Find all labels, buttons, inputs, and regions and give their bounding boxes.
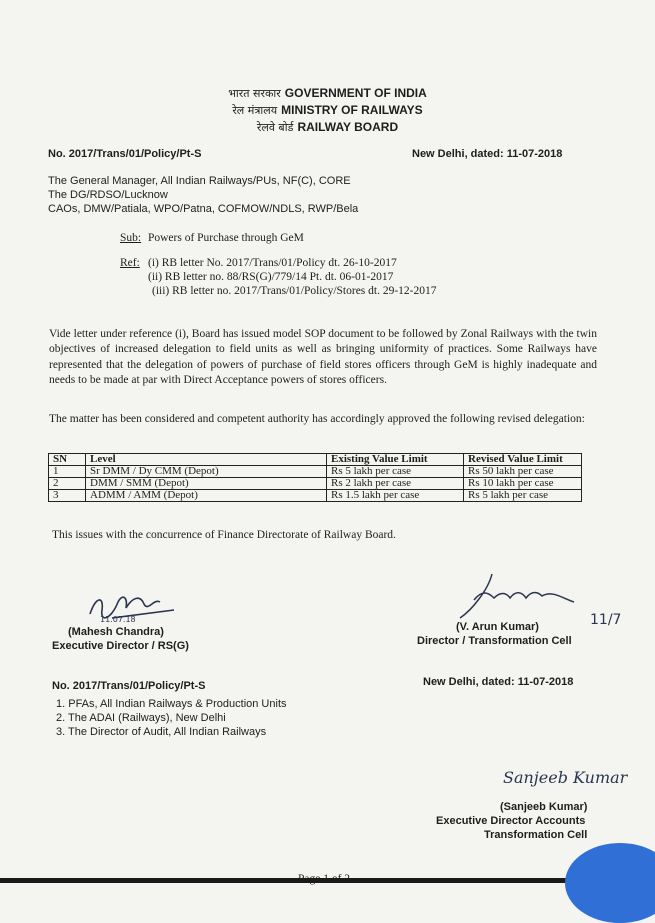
table-header-cell: Existing Value Limit [327, 454, 464, 466]
signatory-designation-right: Director / Transformation Cell [417, 635, 572, 647]
letter-date: New Delhi, dated: 11-07-2018 [412, 148, 563, 160]
copy-ref-number: No. 2017/Trans/01/Policy/Pt-S [52, 680, 206, 692]
scan-edge [0, 878, 655, 883]
table-row [49, 478, 582, 490]
table-cell: Rs 5 lakh per case [327, 466, 464, 478]
table-cell: Rs 1.5 lakh per case [327, 490, 464, 502]
reference-item: (i) RB letter No. 2017/Trans/01/Policy dt. 26-10-2017 [148, 257, 397, 269]
table-header-cell: SN [49, 454, 86, 466]
table-cell: Sr DMM / Dy CMM (Depot) [86, 466, 327, 478]
header-hindi-govt: भारत सरकार [228, 87, 281, 100]
signatory-designation-left: Executive Director / RS(G) [52, 640, 189, 652]
table-cell: Rs 2 lakh per case [327, 478, 464, 490]
addressee-line: The DG/RDSO/Lucknow [48, 189, 168, 201]
signatory-name-left: (Mahesh Chandra) [68, 626, 164, 638]
addressee-line: CAOs, DMW/Patiala, WPO/Patna, COFMOW/NDLS, RWP/Bela [48, 203, 359, 215]
table-header-row [49, 454, 582, 466]
header-line-ministry [0, 103, 655, 118]
ref-label-text: Ref: [120, 257, 140, 269]
subject-label: Sub: [120, 232, 142, 244]
header-hindi-board: रेलवे बोर्ड [256, 121, 294, 134]
ref-number: No. 2017/Trans/01/Policy/Pt-S [48, 148, 202, 160]
header-english-board: RAILWAY BOARD [297, 120, 399, 134]
body-paragraph-3: This issues with the concurrence of Finance Directorate of Railway Board. [52, 529, 396, 541]
copy-date: New Delhi, dated: 11-07-2018 [423, 676, 574, 688]
copy-list-item: 1. PFAs, All Indian Railways & Production Units [56, 698, 287, 710]
table-header-cell: Level [86, 454, 327, 466]
table-cell: Rs 50 lakh per case [464, 466, 582, 478]
table-cell: 2 [49, 478, 86, 490]
floating-action-circle[interactable] [565, 843, 655, 923]
copy-list-item: 2. The ADAI (Railways), New Delhi [56, 712, 226, 724]
signature-sanjeeb-kumar: Sanjeeb Kumar [503, 768, 628, 787]
reference-label [120, 257, 140, 269]
header-english-ministry: MINISTRY OF RAILWAYS [281, 103, 423, 117]
reference-item: (iii) RB letter no. 2017/Trans/01/Policy/Stores dt. 29-12-2017 [152, 285, 437, 297]
subject-text: Powers of Purchase through GeM [147, 232, 304, 244]
header-hindi-ministry: रेल मंत्रालय [232, 104, 278, 117]
header-english-govt: GOVERNMENT OF INDIA [284, 86, 427, 100]
subject-line [120, 232, 304, 244]
copy-signatory-name: (Sanjeeb Kumar) [500, 801, 588, 813]
reference-item: (ii) RB letter no. 88/RS(G)/779/14 Pt. dt. 06-01-2017 [148, 271, 394, 283]
body-paragraph-2: The matter has been considered and competent authority has accordingly approved the following revised delegation: [49, 413, 585, 425]
body-paragraph-1: Vide letter under reference (i), Board has issued model SOP document to be followed by Zonal Railways with the twin objectives of increased delegation to field units as well as bringing uniformity of practices. Some Railways have represented that the delegation of powers of purchase of field stores officers through GeM is highly inadequate and needs to be made at par with Direct Acceptance powers of stores officers. [49, 328, 597, 386]
table-header-cell: Revised Value Limit [464, 454, 582, 466]
signature-arun-kumar [452, 570, 592, 626]
table-row [49, 490, 582, 502]
delegation-table [48, 453, 582, 502]
table-cell: Rs 10 lakh per case [464, 478, 582, 490]
sign-date-left: 11.07.18 [100, 615, 136, 624]
table-cell: 1 [49, 466, 86, 478]
copy-signatory-cell: Transformation Cell [484, 829, 588, 841]
table-cell: DMM / SMM (Depot) [86, 478, 327, 490]
table-cell: ADMM / AMM (Depot) [86, 490, 327, 502]
table-cell: 3 [49, 490, 86, 502]
header-line-govt [0, 86, 655, 101]
header-line-board [0, 120, 655, 135]
table-cell: Rs 5 lakh per case [464, 490, 582, 502]
table-row [49, 466, 582, 478]
copy-signatory-designation: Executive Director Accounts [436, 815, 586, 827]
copy-list-item: 3. The Director of Audit, All Indian Railways [56, 726, 267, 738]
addressee-line: The General Manager, All Indian Railways/PUs, NF(C), CORE [48, 175, 351, 187]
signatory-name-right: (V. Arun Kumar) [456, 621, 539, 633]
sign-date-right: 11/7 [590, 612, 622, 628]
